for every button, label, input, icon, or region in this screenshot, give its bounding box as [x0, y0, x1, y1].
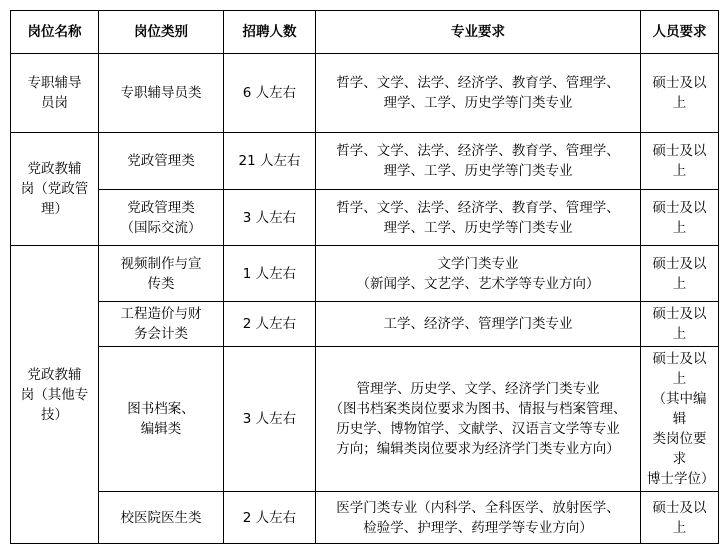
- requirement-cell: 硕士及以上: [641, 190, 719, 246]
- category-cell: 图书档案、 编辑类: [99, 347, 224, 492]
- count-cell: 2 人左右: [224, 302, 316, 347]
- category-cell: 视频制作与宣 传类: [99, 246, 224, 302]
- header-category: 岗位类别: [99, 11, 224, 54]
- major-cell: 哲学、文学、法学、经济学、教育学、管理学、 理学、工学、历史学等门类专业: [316, 190, 641, 246]
- count-cell: 1 人左右: [224, 246, 316, 302]
- requirement-cell: 硕士及以上: [641, 302, 719, 347]
- category-cell: 党政管理类 （国际交流）: [99, 190, 224, 246]
- table-row: [11, 133, 719, 190]
- requirement-cell: 硕士及以上: [641, 492, 719, 544]
- category-cell: 专职辅导员类: [99, 54, 224, 133]
- table-row: [11, 190, 719, 246]
- major-cell: 哲学、文学、法学、经济学、教育学、管理学、 理学、工学、历史学等门类专业: [316, 133, 641, 190]
- position-cell: 专职辅导 员岗: [11, 54, 99, 133]
- table-row: [11, 492, 719, 544]
- category-cell: 工程造价与财 务会计类: [99, 302, 224, 347]
- major-cell: 工学、经济学、管理学门类专业: [316, 302, 641, 347]
- major-cell: 文学门类专业 （新闻学、文艺学、艺术学等专业方向）: [316, 246, 641, 302]
- table-row: [11, 246, 719, 302]
- category-cell: 党政管理类: [99, 133, 224, 190]
- recruitment-table: [10, 10, 719, 544]
- requirement-cell: 硕士及以上 （其中编辑 类岗位要求 博士学位）: [641, 347, 719, 492]
- major-cell: 管理学、历史学、文学、经济学门类专业 （图书档案类岗位要求为图书、情报与档案管理、 历史学、博物馆学、文献学、汉语言文学等专业 方向；编辑类岗位要求为经济学门类专业方向）: [316, 347, 641, 492]
- requirement-cell: 硕士及以上: [641, 54, 719, 133]
- position-cell: 党政教辅 岗（党政管 理）: [11, 133, 99, 246]
- position-cell: 党政教辅 岗（其他专 技）: [11, 246, 99, 544]
- count-cell: 2 人左右: [224, 492, 316, 544]
- table-header-row: [11, 11, 719, 54]
- requirement-cell: 硕士及以上: [641, 133, 719, 190]
- category-cell: 校医院医生类: [99, 492, 224, 544]
- header-requirement: 人员要求: [641, 11, 719, 54]
- table-row: [11, 54, 719, 133]
- header-count: 招聘人数: [224, 11, 316, 54]
- header-major: 专业要求: [316, 11, 641, 54]
- requirement-cell: 硕士及以上: [641, 246, 719, 302]
- table-row: [11, 302, 719, 347]
- major-cell: 哲学、文学、法学、经济学、教育学、管理学、 理学、工学、历史学等门类专业: [316, 54, 641, 133]
- count-cell: 3 人左右: [224, 190, 316, 246]
- count-cell: 21 人左右: [224, 133, 316, 190]
- count-cell: 3 人左右: [224, 347, 316, 492]
- major-cell: 医学门类专业（内科学、全科医学、放射医学、 检验学、护理学、药理学等专业方向）: [316, 492, 641, 544]
- count-cell: 6 人左右: [224, 54, 316, 133]
- table-row: [11, 347, 719, 492]
- header-position: 岗位名称: [11, 11, 99, 54]
